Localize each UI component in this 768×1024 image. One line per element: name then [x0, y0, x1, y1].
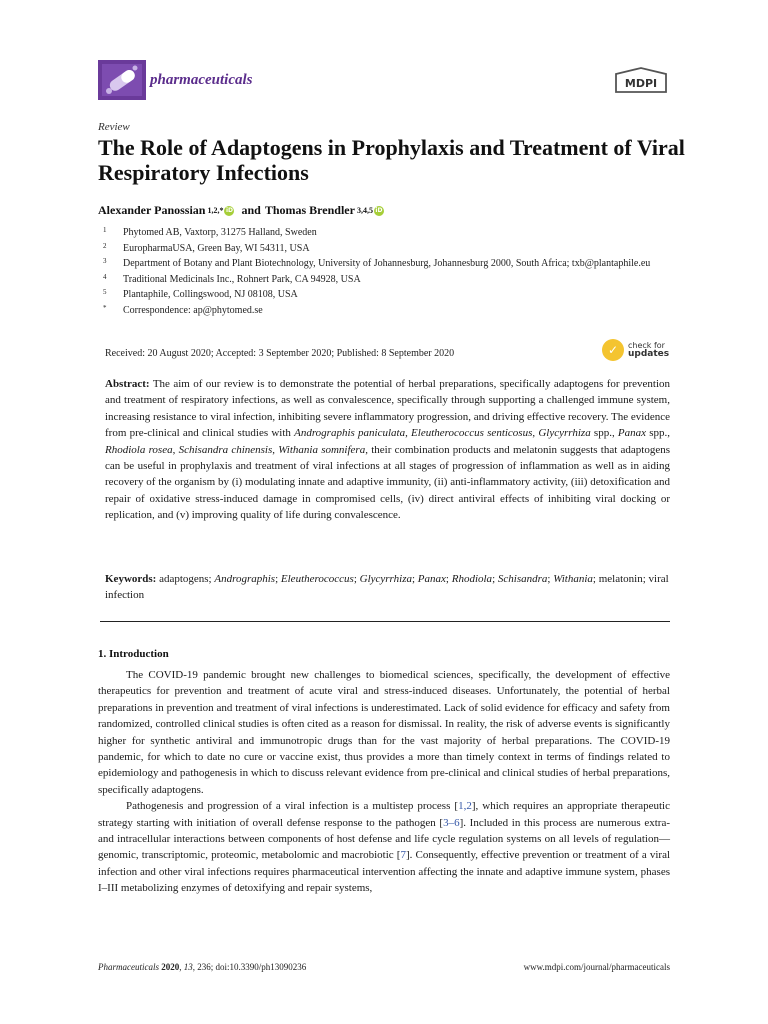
journal-logo: [98, 60, 146, 100]
separator: ;: [275, 573, 281, 585]
affiliation-item: [103, 272, 663, 288]
abstract: [105, 376, 670, 524]
affiliation-number: 1: [103, 226, 107, 234]
keyword: Withania: [553, 573, 593, 585]
abstract-label: Abstract:: [105, 378, 150, 390]
citation-link[interactable]: 1,2: [458, 800, 472, 813]
separator: ,: [405, 427, 412, 440]
affiliation-item: [103, 303, 663, 319]
separator: ;: [445, 573, 452, 585]
abstract-text: The aim of our review is to demonstrate the potential of herbal preparations, specifically adaptogens for prevention and treatment of respiratory infections, as well as convalescence, specifically through supporting a challenged immune system, increasing resistance to viral infection, inhibiting severe inflammatory progression, and driving effective recovery. The evidence from pre-clinical and clinical studies with: [105, 378, 670, 440]
paragraph-text: Pathogenesis and progression of a viral infection is a multistep process [: [126, 800, 459, 813]
abstract-text: , their combination products and melatonin suggests that adaptogens can be useful in prophylaxis and treatment of viral infections at all stages of progression of inflammation as well as in aiding recovery of the organism by (i) modulating innate and adaptive immunity, (ii) anti-inflammatory activity, (iii) detoxification and repair of oxidative stress-induced damage in compromised cells, (iv) direct antiviral effects of inhibiting viral docking or replication, and (v) improving quality of life during convalescence.: [105, 443, 670, 522]
keywords-label: Keywords:: [105, 573, 157, 585]
affiliation-item: [103, 241, 663, 257]
affiliation-number: 5: [103, 288, 107, 297]
section-heading: 1. Introduction: [98, 648, 169, 660]
keyword: Panax: [417, 573, 446, 585]
article-title: The Role of Adaptogens in Prophylaxis and Treatment of Viral Respiratory Infections: [98, 135, 685, 185]
species-name: Rhodiola rosea: [105, 443, 173, 456]
separator: ;: [353, 573, 360, 585]
keyword: Schisandra: [497, 573, 548, 585]
author-name[interactable]: Thomas Brendler: [264, 203, 355, 217]
paragraph-text: ]. Included in this process are numerous extra- and intracellular interactions between components of host defense and life cycle regulation systems on all levels of regulation—genomic, transcriptomic, proteomic, metabolomic and macrobiotic [: [98, 816, 670, 862]
keywords: [105, 571, 670, 604]
affiliation-text: Phytomed AB, Vaxtorp, 31275 Halland, Sweden: [123, 227, 317, 238]
affiliation-number: 2: [103, 241, 107, 250]
correspondence-text: Correspondence: ap@phytomed.se: [123, 304, 263, 316]
check-for-updates-button[interactable]: [602, 338, 672, 362]
affiliation-text: Plantaphile, Collingswood, NJ 08108, USA: [123, 289, 298, 301]
affiliation-text: EuropharmaUSA, Green Bay, WI 54311, USA: [123, 242, 310, 254]
section-divider: [100, 621, 670, 622]
check-updates-label: [628, 341, 669, 359]
affiliation-number: 4: [103, 272, 107, 281]
keyword: ; melatonin; viral infection: [105, 573, 669, 602]
affiliation-item: [103, 287, 663, 303]
species-name: Andrographis paniculata: [294, 427, 406, 440]
mdpi-logo[interactable]: [612, 66, 670, 96]
citation-link[interactable]: 3–6: [443, 816, 460, 829]
affiliation-text: Department of Botany and Plant Biotechnology, University of Johannesburg, Johannesburg 2000, South Africa; txb@plantaphile.eu: [123, 258, 651, 270]
orcid-icon[interactable]: iD: [375, 206, 383, 214]
author-list: [98, 203, 387, 218]
separator: ,: [272, 443, 279, 456]
author-affiliation-marks: 1,2,*: [207, 206, 224, 215]
keyword: adaptogens;: [156, 573, 215, 585]
affiliation-number: *: [103, 303, 107, 312]
affiliation-number: 3: [103, 257, 107, 266]
introduction-body: [98, 667, 670, 897]
footer-doi[interactable]: , 236; doi:10.3390/ph13090236: [192, 962, 307, 972]
mdpi-logo-text: MDPI: [624, 77, 658, 90]
keyword: Eleutherococcus: [280, 573, 354, 585]
footer-journal-url[interactable]: www.mdpi.com/journal/pharmaceuticals: [523, 962, 670, 972]
check-updates-line1: check for: [628, 341, 665, 350]
journal-name[interactable]: pharmaceuticals: [150, 72, 253, 88]
separator: ;: [547, 573, 554, 585]
author-connector: and: [241, 203, 261, 217]
species-name: Glycyrrhiza: [538, 427, 591, 440]
citation-link[interactable]: 7: [400, 849, 406, 862]
separator: spp.,: [646, 427, 671, 440]
species-name: Panax: [617, 427, 647, 440]
keyword: Andrographis: [214, 573, 276, 585]
author-name[interactable]: Alexander Panossian: [98, 203, 206, 217]
article-type: Review: [98, 121, 130, 133]
separator: ,: [172, 443, 179, 456]
separator: ;: [411, 573, 418, 585]
affiliations: [103, 225, 663, 319]
species-name: Eleutherococcus senticosus: [411, 427, 533, 440]
affiliation-item: [103, 225, 663, 241]
publication-dates: Received: 20 August 2020; Accepted: 3 September 2020; Published: 8 September 2020: [105, 348, 455, 359]
affiliation-item: [103, 256, 663, 272]
paragraph-text: ]. Consequently, effective prevention or treatment of a viral infection and other viral infections requires pharmaceutical intervention affecting the innate and adaptive immune system, phases I–III metabolizing enzymes of detoxifying and repair systems,: [98, 849, 671, 895]
species-name: Schisandra chinensis: [178, 443, 273, 456]
keyword: Glycyrrhiza: [359, 573, 412, 585]
check-updates-icon: ✓: [602, 339, 624, 361]
paragraph: The COVID-19 pandemic brought new challenges to biomedical sciences, specifically, the development of effective therapeutics for prevention and treatment of acute viral and stress-induced diseases. Unfortunately, the potential of herbal preparations in prevention and treatment of viral infections is underestimated. Lack of solid evidence for efficacy and safety from randomized, controlled clinical studies is often cited as a reason for dismissal. In reality, the risk of adverse events is significantly higher for synthetic antiviral and immunotropic drugs than for the vast majority of herbal preparations. The COVID-19 pandemic, for which to date no cure or vaccine exist, thus provides a more than timely context in terms of findings related to epidemiology and pathogenesis in which to discuss relevant evidence from pre-clinical and clinical studies of herbal preparations, specifically adaptogens.: [98, 669, 670, 796]
separator: spp.,: [590, 427, 618, 440]
paragraph: [98, 798, 670, 896]
species-name: Withania somnifera: [278, 443, 366, 456]
author-affiliation-marks: 3,4,5: [356, 206, 373, 215]
separator: ,: [532, 427, 539, 440]
footer-year: 2020: [161, 962, 180, 972]
separator: ;: [492, 573, 498, 585]
affiliation-text: Traditional Medicinals Inc., Rohnert Park, CA 94928, USA: [123, 273, 361, 285]
keyword: Rhodiola: [451, 573, 493, 585]
check-updates-line2: updates: [628, 349, 670, 359]
orcid-icon[interactable]: iD: [225, 206, 233, 214]
footer-citation: Pharmaceuticals 2020, 13, 236; doi:10.3390/ph13090236: [98, 962, 307, 972]
footer-volume: 13: [183, 962, 193, 972]
footer-journal: Pharmaceuticals: [98, 962, 159, 972]
paragraph-text: ], which requires an appropriate therapeutic strategy starting with initiation of overall defense response to the pathogen [: [98, 800, 670, 829]
